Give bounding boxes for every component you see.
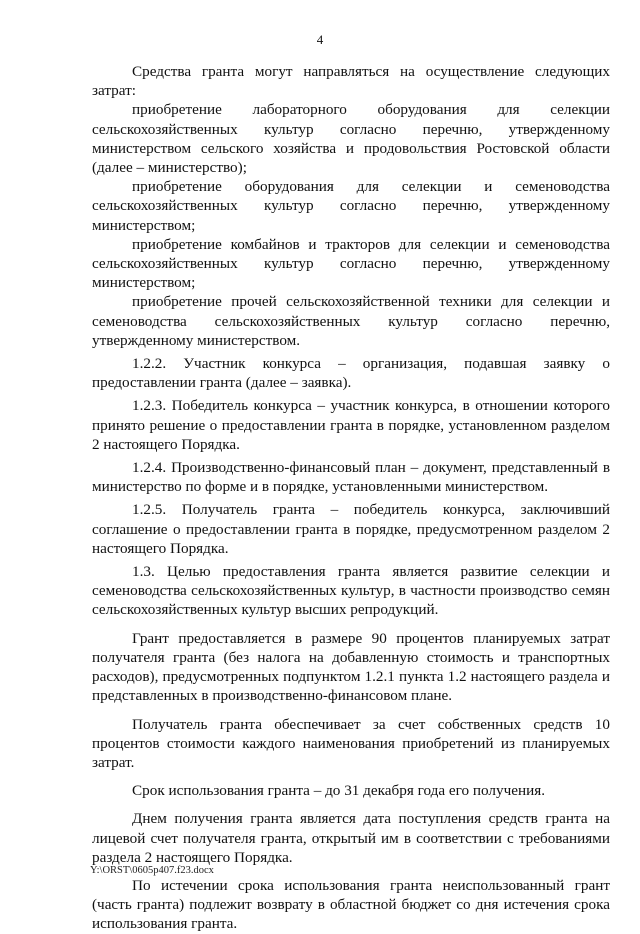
- paragraph-1-2-2: 1.2.2. Участник конкурса – организация, подавшая заявку о предоставлении гранта (далее – заявка).: [92, 355, 610, 392]
- paragraph-lab-equipment: приобретение лабораторного оборудования для селекции сельскохозяйственных культур согласно перечню, утвержденному министерством сельского хозяйства и продовольствия Ростовской области (далее – министерство);: [92, 101, 610, 177]
- footer-file-path: Y:\ORST\0605p407.f23.docx: [90, 865, 214, 876]
- paragraph-combines: приобретение комбайнов и тракторов для селекции и семеноводства сельскохозяйственных культур согласно перечню, утвержденному министерством;: [92, 235, 610, 292]
- document-body: [92, 62, 610, 934]
- paragraph-refund: По истечении срока использования гранта неиспользованный грант (часть гранта) подлежит возврату в областной бюджет со дня истечения срока использования гранта.: [92, 876, 610, 933]
- paragraph-1-3: 1.3. Целью предоставления гранта является развитие селекции и семеноводства сельскохозяйственных культур, в частности производство семян сельскохозяйственных культур высших репродукций.: [92, 563, 610, 619]
- paragraph-other-machinery: приобретение прочей сельскохозяйственной техники для селекции и семеноводства сельскохозяйственных культур согласно перечню, утвержденному министерством.: [92, 293, 610, 349]
- paragraph-own-funds: Получатель гранта обеспечивает за счет собственных средств 10 процентов стоимости каждого наименования приобретений из планируемых затрат.: [92, 715, 610, 771]
- paragraph-1-2-3: 1.2.3. Победитель конкурса – участник конкурса, в отношении которого принято решение о предоставлении гранта в порядке, установленном разделом 2 настоящего Порядка.: [92, 397, 610, 453]
- paragraph-grant-size: Грант предоставляется в размере 90 процентов планируемых затрат получателя гранта (без налога на добавленную стоимость и транспортных расходов), предусмотренных подпунктом 1.2.1 пункта 1.2 настоящего раздела и представленных в производственно-финансовом плане.: [92, 629, 610, 705]
- page-number: 4: [316, 32, 324, 47]
- paragraph-receipt-date: Днем получения гранта является дата поступления средств гранта на лицевой счет получателя гранта, открытый им в соответствии с требованиями раздела 2 настоящего Порядка.: [92, 810, 610, 866]
- paragraph-term: Срок использования гранта – до 31 декабря года его получения.: [132, 782, 546, 800]
- paragraph-1-2-4: 1.2.4. Производственно-финансовый план – документ, представленный в министерство по форме и в порядке, установленными министерством.: [92, 459, 610, 496]
- paragraph-1-2-5: 1.2.5. Получатель гранта – победитель конкурса, заключивший соглашение о предоставлении гранта в порядке, предусмотренном разделом 2 настоящего Порядка.: [92, 501, 610, 557]
- paragraph-equipment: приобретение оборудования для селекции и семеноводства сельскохозяйственных культур согласно перечню, утвержденному министерством;: [92, 178, 610, 234]
- paragraph-intro: Средства гранта могут направляться на осуществление следующих затрат:: [92, 63, 610, 100]
